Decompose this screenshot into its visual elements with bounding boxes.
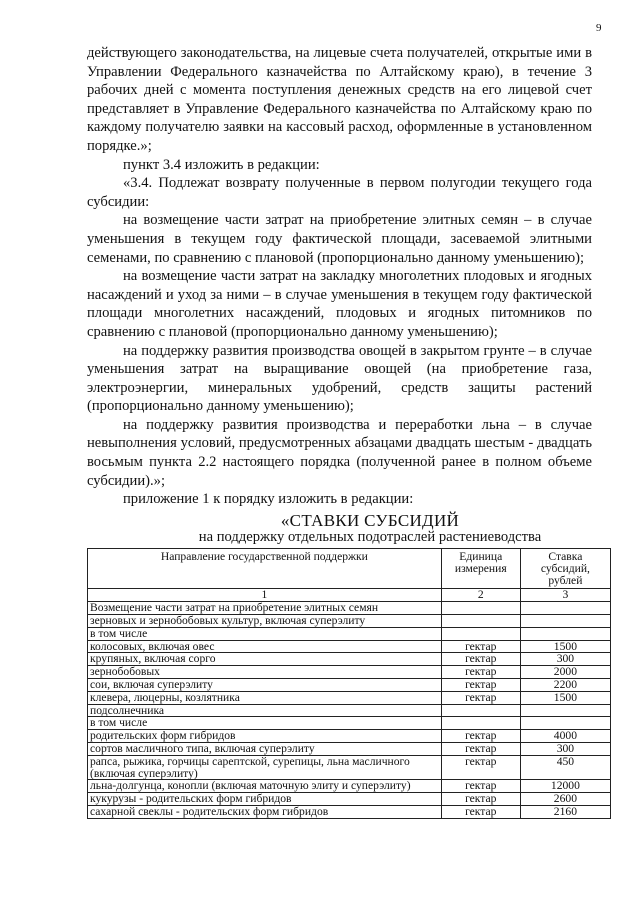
row-rate — [520, 717, 610, 730]
row-rate: 2600 — [520, 793, 610, 806]
table-row — [88, 730, 611, 743]
table-row — [88, 653, 611, 666]
row-unit: гектар — [441, 805, 520, 818]
header-direction: Направление государственной поддержки — [88, 549, 442, 589]
table-row — [88, 780, 611, 793]
row-rate: 450 — [520, 755, 610, 780]
table-row — [88, 755, 611, 780]
column-number-row — [88, 589, 611, 602]
row-rate: 12000 — [520, 780, 610, 793]
row-name: родительских форм гибридов — [88, 730, 442, 743]
row-name: рапса, рыжика, горчицы сарептской, сурепицы, льна масличного (включая суперэлиту) — [88, 755, 442, 780]
row-rate — [520, 614, 610, 627]
row-name: льна-долгунца, конопли (включая маточную элиту и суперэлиту) — [88, 780, 442, 793]
table-row — [88, 602, 611, 615]
table-row — [88, 691, 611, 704]
row-unit: гектар — [441, 742, 520, 755]
row-unit: гектар — [441, 678, 520, 691]
row-rate: 1500 — [520, 640, 610, 653]
row-unit: гектар — [441, 793, 520, 806]
table-row — [88, 627, 611, 640]
body-text — [87, 44, 592, 509]
table-row — [88, 614, 611, 627]
row-unit — [441, 704, 520, 717]
row-rate: 1500 — [520, 691, 610, 704]
row-name: в том числе — [88, 717, 442, 730]
column-number: 3 — [520, 589, 610, 602]
row-rate: 300 — [520, 742, 610, 755]
table-row — [88, 704, 611, 717]
paragraph: действующего законодательства, на лицевые счета получателей, открытые ими в Управлении Федерального казначейства по Алтайскому краю), в течение 3 рабочих дней с момента поступления денежных средств на его лицевой счет представляет в Управление Федерального казначейства по Алтайскому краю по каждому получателю заявки на кассовый расход, оформленные в установленном порядке.»; — [87, 45, 592, 154]
row-name: клевера, люцерны, козлятника — [88, 691, 442, 704]
row-unit: гектар — [441, 666, 520, 679]
row-name: сои, включая суперэлиту — [88, 678, 442, 691]
column-number: 1 — [88, 589, 442, 602]
paragraph: на возмещение части затрат на закладку многолетних плодовых и ягодных насаждений и уход за ними – в случае уменьшения в текущем году фактической площади многолетних насаждений, плодовых и ягодных питомников по сравнению с плановой (пропорционально данному уменьшению); — [87, 268, 592, 340]
row-unit — [441, 614, 520, 627]
table-row — [88, 805, 611, 818]
subsidy-rates-table — [87, 548, 611, 819]
row-name: крупяных, включая сорго — [88, 653, 442, 666]
table-row — [88, 666, 611, 679]
table-row — [88, 742, 611, 755]
table-row — [88, 717, 611, 730]
row-name: Возмещение части затрат на приобретение элитных семян — [88, 602, 442, 615]
paragraph: на поддержку развития производства и переработки льна – в случае невыполнения условий, предусмотренных абзацами двадцать шестым - двадцать восьмым пункта 2.2 настоящего порядка (полученной ранее в полном объеме субсидии).»; — [87, 416, 592, 489]
row-rate: 4000 — [520, 730, 610, 743]
paragraph: «3.4. Подлежат возврату полученные в первом полугодии текущего года субсидии: — [87, 175, 592, 210]
row-name: сахарной свеклы - родительских форм гибридов — [88, 805, 442, 818]
paragraph: приложение 1 к порядку изложить в редакции: — [123, 491, 414, 508]
row-unit: гектар — [441, 691, 520, 704]
column-number: 2 — [441, 589, 520, 602]
table-row — [88, 678, 611, 691]
row-name: зернобобовых — [88, 666, 442, 679]
row-name: подсолнечника — [88, 704, 442, 717]
row-unit — [441, 602, 520, 615]
row-unit: гектар — [441, 653, 520, 666]
table-row — [88, 640, 611, 653]
row-rate — [520, 602, 610, 615]
paragraph: на возмещение части затрат на приобретение элитных семян – в случае уменьшения в текущем году фактической площади, засеваемой элитными семенами, по сравнению с плановой (пропорционально данному уменьшению); — [87, 212, 592, 266]
row-rate: 2200 — [520, 678, 610, 691]
row-name: колосовых, включая овес — [88, 640, 442, 653]
row-unit — [441, 717, 520, 730]
table-title-block — [160, 512, 580, 545]
paragraph: пункт 3.4 изложить в редакции: — [123, 156, 320, 173]
row-rate — [520, 704, 610, 717]
row-rate: 2160 — [520, 805, 610, 818]
row-unit: гектар — [441, 730, 520, 743]
row-name: в том числе — [88, 627, 442, 640]
header-rate: Ставка субсидий, рублей — [520, 549, 610, 589]
row-unit — [441, 627, 520, 640]
row-unit: гектар — [441, 640, 520, 653]
row-name: зерновых и зернобобовых культур, включая суперэлиту — [88, 614, 442, 627]
row-name: кукурузы - родительских форм гибридов — [88, 793, 442, 806]
paragraph: на поддержку развития производства овощей в закрытом грунте – в случае уменьшения затрат на выращивание овощей (на приобретение газа, электроэнергии, минеральных удобрений, средств защиты растений (пропорционально данному уменьшению); — [87, 342, 592, 415]
row-unit: гектар — [441, 755, 520, 780]
row-name: сортов масличного типа, включая суперэлиту — [88, 742, 442, 755]
table-subtitle: на поддержку отдельных подотраслей растениеводства — [198, 529, 542, 545]
header-unit: Единица измерения — [441, 549, 520, 589]
table-row — [88, 793, 611, 806]
table-header-row — [88, 549, 611, 589]
table-title: «СТАВКИ СУБСИДИЙ — [280, 511, 460, 530]
page-number: 9 — [596, 22, 602, 34]
row-rate — [520, 627, 610, 640]
row-rate: 300 — [520, 653, 610, 666]
row-unit: гектар — [441, 780, 520, 793]
row-rate: 2000 — [520, 666, 610, 679]
